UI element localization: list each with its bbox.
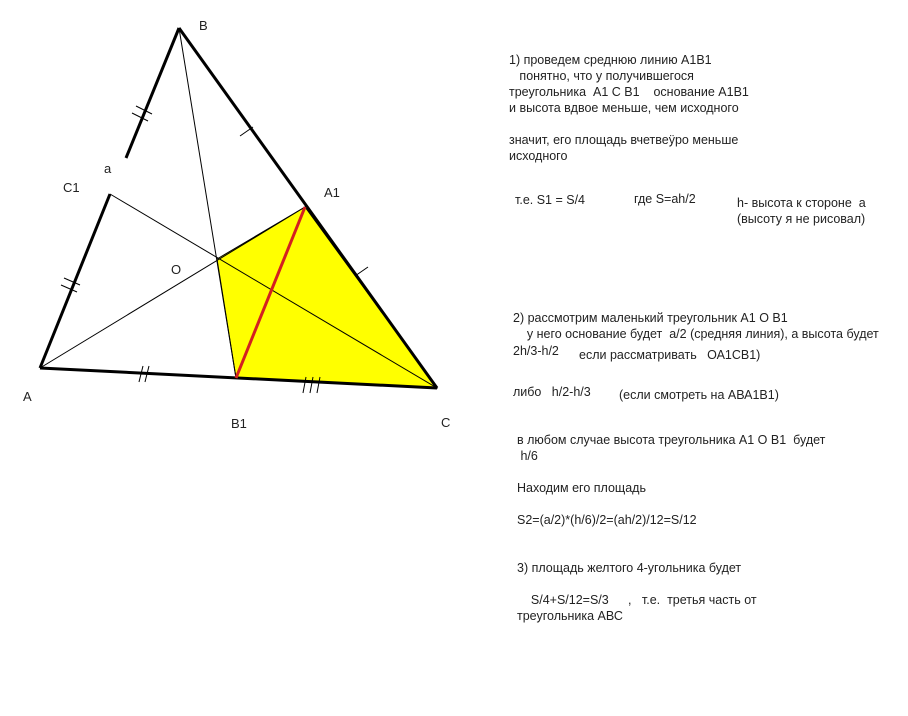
step1-line4: и высота вдвое меньше, чем исходного <box>509 101 739 115</box>
step2-line3: 2h/3-h/2 <box>513 344 559 358</box>
label-c1: C1 <box>63 180 80 195</box>
height-note-line2: (высоту я не рисовал) <box>737 212 866 226</box>
height-note-line1: h- высота к стороне а <box>737 196 866 210</box>
step2-line4: если рассматривать ОА1СВ1) <box>579 348 761 362</box>
step2-line2: у него основание будет а/2 (средняя линия), а высота будет <box>513 327 879 341</box>
median-b-b1 <box>179 28 236 378</box>
side-ab-lower <box>40 194 110 368</box>
step2-line7: в любом случае высота треугольника А1 О В1 будет <box>517 433 826 447</box>
step3-line4: треугольника АВС <box>517 609 623 623</box>
step1-line2: понятно, что у получившегося <box>509 69 694 83</box>
label-o: O <box>171 262 182 277</box>
step2-line8: h/6 <box>517 449 538 463</box>
formula-s1: т.е. S1 = S/4 <box>515 193 586 207</box>
side-ab-upper <box>126 28 179 158</box>
step1-line3: треугольника А1 С В1 основание А1В1 <box>509 85 749 99</box>
step2-line1: 2) рассмотрим маленький треугольник А1 О В1 <box>513 311 788 325</box>
label-a1: A1 <box>324 185 340 200</box>
label-b: B <box>199 18 208 33</box>
step2-line9: Находим его площадь <box>517 481 646 495</box>
formula-s: где S=ah/2 <box>634 192 696 206</box>
step3-line3: , т.е. третья часть от <box>628 593 757 607</box>
label-b1: B1 <box>231 416 247 431</box>
label-side-a: a <box>104 161 112 176</box>
step1-line1: 1) проведем среднюю линию А1В1 <box>509 53 712 67</box>
step1-line6: исходного <box>509 149 568 163</box>
step2-line10: S2=(a/2)*(h/6)/2=(ah/2)/12=S/12 <box>517 513 697 527</box>
step1-line5: значит, его площадь вчетвеÿро меньше <box>509 133 739 147</box>
step2-line6: (если смотреть на АВА1В1) <box>619 388 779 402</box>
label-c: C <box>441 415 451 430</box>
step3-line2: S/4+S/12=S/3 <box>517 593 609 607</box>
step2-line5: либо h/2-h/3 <box>513 385 591 399</box>
label-a: A <box>23 389 32 404</box>
step3-line1: 3) площадь желтого 4-угольника будет <box>517 561 742 575</box>
